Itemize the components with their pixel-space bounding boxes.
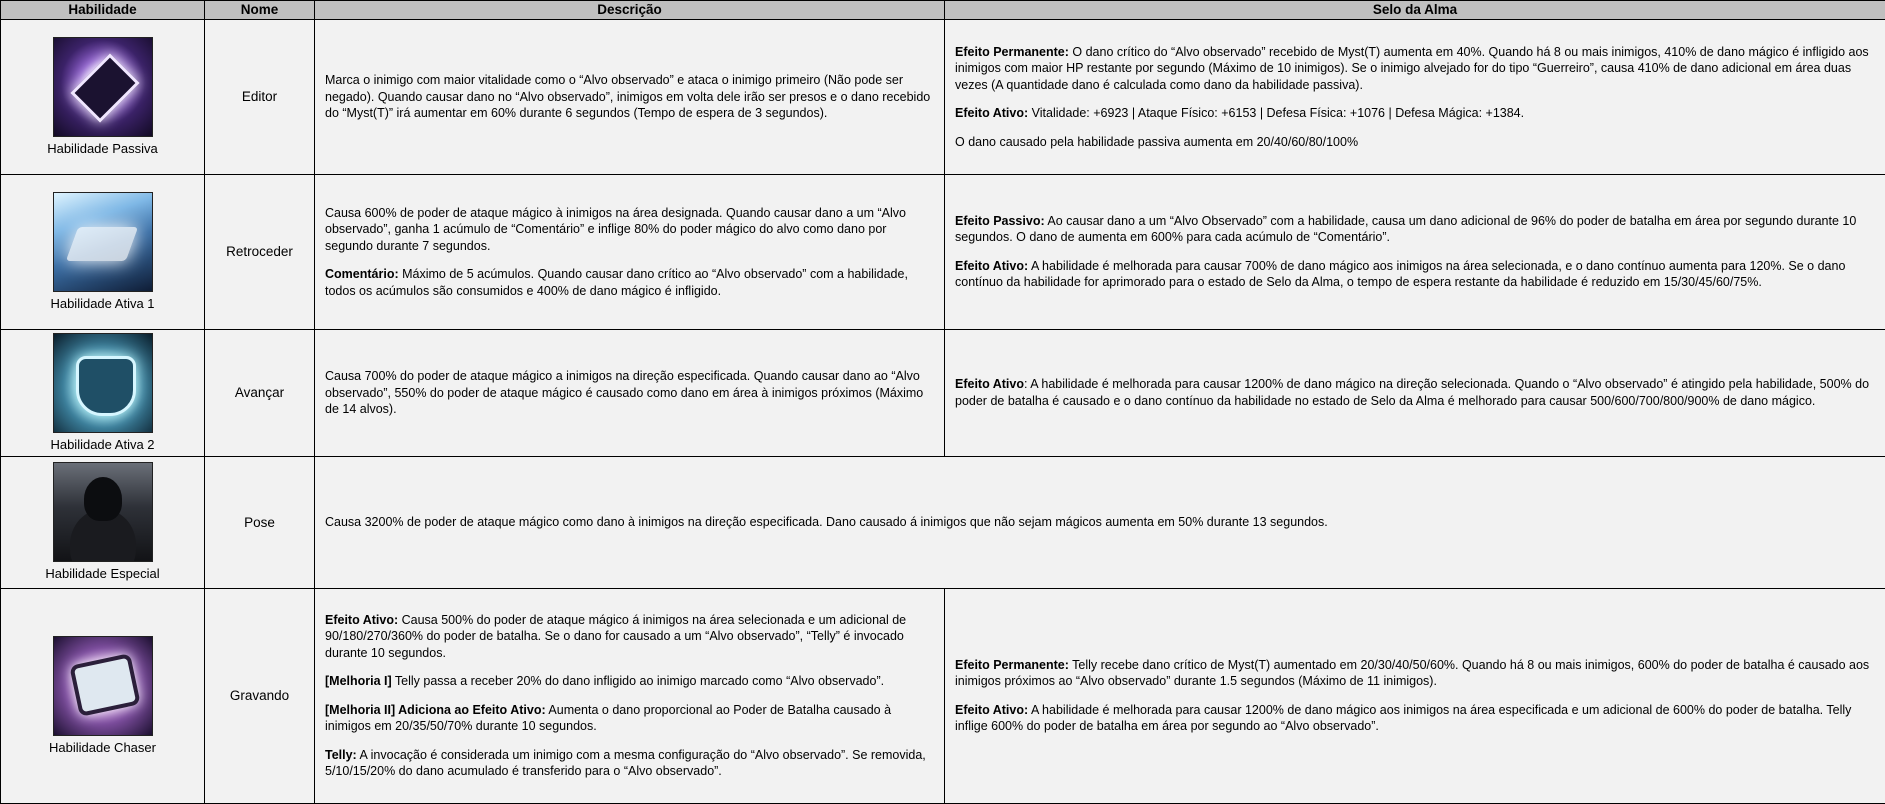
soul-seal-paragraph: Efeito Permanente: Telly recebe dano crítico de Myst(T) aumentado em 20/30/40/50/60%. Quando há 8 ou mais inimigos, 600% do poder de batalha é causado aos inimigos próximos ao “Alvo observado” durante 1.5 segundos (Máximo de 11 inimigos).: [955, 657, 1875, 690]
skill-name: Gravando: [205, 588, 315, 803]
skill-cell: [1, 19, 205, 174]
soul-seal-description: [945, 174, 1885, 329]
chaser-skill-icon: [53, 636, 153, 736]
soul-seal-paragraph: O dano causado pela habilidade passiva aumenta em 20/40/60/80/100%: [955, 134, 1875, 151]
header-row: [1, 1, 1885, 20]
skill-type-label: Habilidade Passiva: [11, 140, 194, 157]
skill-name: Pose: [205, 456, 315, 588]
skill-description: [315, 588, 945, 803]
header-habilidade: Habilidade: [1, 1, 205, 20]
soul-seal-description: [945, 19, 1885, 174]
skill-cell: [1, 329, 205, 456]
skill-type-label: Habilidade Chaser: [11, 739, 194, 756]
active-skill-1-icon: [53, 192, 153, 292]
skill-row: [1, 588, 1885, 803]
soul-seal-paragraph: Efeito Permanente: O dano crítico do “Alvo observado” recebido de Myst(T) aumenta em 40%. Quando há 8 ou mais inimigos, 410% de dano mágico é infligido aos inimigos com maior HP restante por segundo (Máximo de 10 inimigos). Se o inimigo alvejado for do tipo “Guerreiro”, causa 410% de dano adicional em área duas vezes (A quantidade dano é calculada como dano da habilidade passiva).: [955, 44, 1875, 94]
skill-cell: [1, 588, 205, 803]
passive-skill-icon: [53, 37, 153, 137]
header-selo-da-alma: Selo da Alma: [945, 1, 1885, 20]
skill-row: [1, 329, 1885, 456]
skill-description-merged: Causa 3200% de poder de ataque mágico como dano à inimigos na direção especificada. Dano causado á inimigos que não sejam mágicos aumenta em 50% durante 13 segundos.: [315, 456, 1885, 588]
special-skill-icon: [53, 462, 153, 562]
skill-cell: [1, 456, 205, 588]
skill-row: [1, 456, 1885, 588]
description-paragraph: [Melhoria II] Adiciona ao Efeito Ativo: Aumenta o dano proporcional ao Poder de Batalha causado à inimigos em 20/35/50/70% durante 10 segundos.: [325, 702, 934, 735]
skill-type-label: Habilidade Especial: [11, 565, 194, 582]
soul-seal-paragraph: Efeito Ativo: A habilidade é melhorada para causar 700% de dano mágico aos inimigos na área selecionada, e o dano contínuo aumenta para 120%. Se o dano contínuo da habilidade for aprimorado para o estado de Selo da Alma, o tempo de espera restante da habilidade é reduzido em 15/30/45/60/75%.: [955, 258, 1875, 291]
description-paragraph: Causa 600% de poder de ataque mágico à inimigos na área designada. Quando causar dano a um “Alvo observado”, ganha 1 acúmulo de “Comentário” e inflige 80% do poder mágico do alvo como dano por segundo durante 7 segundos.: [325, 205, 934, 255]
soul-seal-paragraph: Efeito Ativo: A habilidade é melhorada para causar 1200% de dano mágico na direção selecionada. Quando o “Alvo observado” é atingido pela habilidade, 500% do poder de batalha é causado e o dano contínuo da habilidade no estado de Selo da Alma é melhorado para causar 500/600/700/800/900% de dano mágico.: [955, 376, 1875, 409]
description-paragraph: Efeito Ativo: Causa 500% do poder de ataque mágico á inimigos na área selecionada e um adicional de 90/180/270/360% do poder de batalha. Se o dano for causado a um “Alvo observado”, “Telly” é invocado durante 10 segundos.: [325, 612, 934, 662]
description-paragraph: Telly: A invocação é considerada um inimigo com a mesma configuração do “Alvo observado”. Se removida, 5/10/15/20% do dano acumulado é transferido para o “Alvo observado”.: [325, 747, 934, 780]
skill-description: [315, 174, 945, 329]
soul-seal-paragraph: Efeito Ativo: A habilidade é melhorada para causar 1200% de dano mágico aos inimigos na área especificada e um adicional de 600% do poder de batalha. Telly inflige 600% do poder de batalha em área por segundo ao “Alvo observado”.: [955, 702, 1875, 735]
description-paragraph: Marca o inimigo com maior vitalidade como o “Alvo observado” e ataca o inimigo primeiro (Não pode ser negado). Quando causar dano no “Alvo observado”, inimigos em volta dele irão ser presos e o dano recebido do “Myst(T)” irá aumentar em 60% durante 6 segundos (Tempo de espera de 3 segundos).: [325, 72, 934, 122]
skill-name: Retroceder: [205, 174, 315, 329]
skill-type-label: Habilidade Ativa 2: [11, 436, 194, 453]
skill-name: Editor: [205, 19, 315, 174]
skill-description: [315, 19, 945, 174]
description-paragraph: Causa 700% do poder de ataque mágico a inimigos na direção especificada. Quando causar dano ao “Alvo observado”, 550% do poder de ataque mágico é causado como dano em área à inimigos próximos (Máximo de 14 alvos).: [325, 368, 934, 418]
soul-seal-paragraph: Efeito Passivo: Ao causar dano a um “Alvo Observado” com a habilidade, causa um dano adicional de 96% do poder de batalha em área por segundo durante 10 segundos. O dano de aumenta em 600% para cada acúmulo de “Comentário”.: [955, 213, 1875, 246]
skill-name: Avançar: [205, 329, 315, 456]
header-nome: Nome: [205, 1, 315, 20]
description-paragraph: Comentário: Máximo de 5 acúmulos. Quando causar dano crítico ao “Alvo observado” com a habilidade, todos os acúmulos são consumidos e 400% de dano mágico é infligido.: [325, 266, 934, 299]
skill-row: [1, 174, 1885, 329]
skill-row: [1, 19, 1885, 174]
soul-seal-description: [945, 588, 1885, 803]
skill-description: [315, 329, 945, 456]
soul-seal-description: [945, 329, 1885, 456]
skill-cell: [1, 174, 205, 329]
header-descricao: Descrição: [315, 1, 945, 20]
active-skill-2-icon: [53, 333, 153, 433]
description-paragraph: [Melhoria I] Telly passa a receber 20% do dano infligido ao inimigo marcado como “Alvo observado”.: [325, 673, 934, 690]
soul-seal-paragraph: Efeito Ativo: Vitalidade: +6923 | Ataque Físico: +6153 | Defesa Física: +1076 | Defesa Mágica: +1384.: [955, 105, 1875, 122]
skill-type-label: Habilidade Ativa 1: [11, 295, 194, 312]
